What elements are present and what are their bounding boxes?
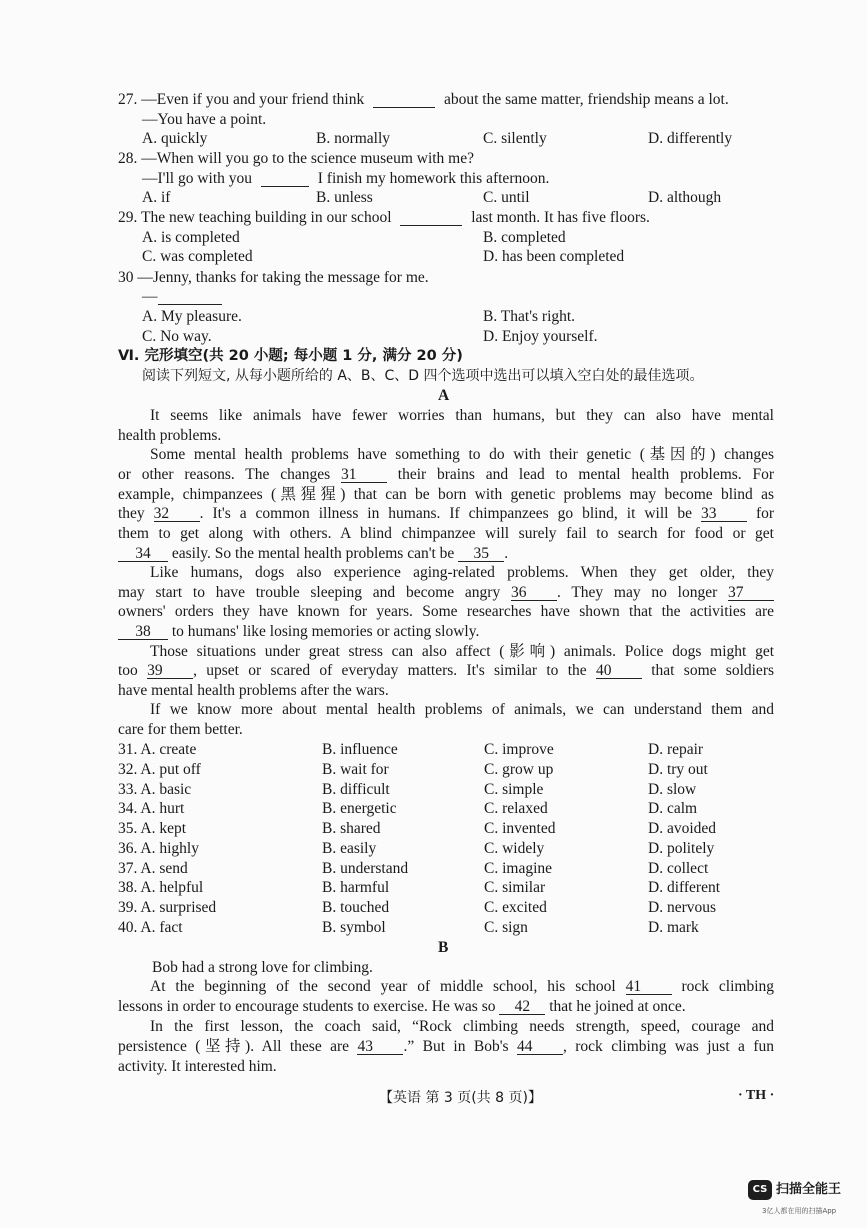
- passage-line: In the first lesson, the coach said, “Rock climbing needs strength, speed, courage and: [150, 1018, 774, 1035]
- option: D. different: [648, 879, 721, 897]
- passage-line: may start to have trouble sleeping and become angry 36 . They may no longer 37: [118, 583, 774, 603]
- numbered-blank: 35: [458, 546, 504, 562]
- answer-blank: [261, 171, 309, 187]
- option: D. collect: [648, 859, 709, 877]
- passage-line: 38 to humans' like losing memories or acting slowly.: [118, 622, 479, 642]
- option: B. That's right.: [483, 308, 576, 325]
- numbered-blank: 31: [341, 467, 387, 483]
- numbered-blank: 33: [701, 506, 747, 522]
- option: B. energetic: [322, 800, 397, 818]
- numbered-blank: 32: [154, 506, 200, 522]
- option-row-start: 35. A. kept: [118, 820, 187, 837]
- passage-line: Those situations under great stress can also affect (影响) animals. Police dogs might get: [150, 643, 774, 660]
- option: D. avoided: [648, 820, 717, 837]
- option-row-start: 31. A. create: [118, 741, 197, 758]
- option: B. influence: [322, 741, 398, 758]
- question-27-stem: 27. —Even if you and your friend think about the same matter, friendship means a lot.: [118, 91, 729, 108]
- numbered-blank: 39: [147, 663, 193, 679]
- option: B. wait for: [322, 760, 389, 778]
- question-28-stem: 28. —When will you go to the science museum with me?: [118, 150, 474, 167]
- option: C. silently: [483, 130, 547, 147]
- passage-line: At the beginning of the second year of middle school, his school 41 rock climbing: [150, 978, 775, 995]
- footer-code: · TH ·: [738, 1088, 775, 1103]
- option: D. nervous: [648, 899, 717, 916]
- option: B. symbol: [322, 918, 386, 936]
- passage-line: Some mental health problems have something to do with their genetic (基因的) changes: [150, 446, 774, 463]
- option: D. try out: [648, 760, 708, 778]
- passage-line: Like humans, dogs also experience aging-related problems. When they get older, they: [150, 564, 774, 581]
- option: C. widely: [484, 839, 545, 857]
- option-row-start: 33. A. basic: [118, 780, 192, 798]
- watermark-tagline: 3亿人都在用的扫描App: [762, 1207, 837, 1215]
- option: B. touched: [322, 899, 390, 916]
- section-instruction: 阅读下列短文, 从每小题所给的 A、B、C、D 四个选项中选出可以填入空白处的最佳选项。: [142, 368, 704, 384]
- numbered-blank: 34: [118, 546, 168, 562]
- option-row-start: 36. A. highly: [118, 839, 199, 857]
- question-27-reply: —You have a point.: [142, 111, 267, 128]
- option: D. Enjoy yourself.: [483, 328, 598, 345]
- option-row-start: 40. A. fact: [118, 918, 183, 936]
- numbered-blank: 41: [626, 979, 672, 995]
- passage-line: owners' orders they have known for years. Some researches have shown that the activities are: [118, 603, 774, 620]
- passage-line: or other reasons. The changes 31 their brains and lead to mental health problems. For: [118, 466, 775, 483]
- numbered-blank: 38: [118, 624, 168, 640]
- passage-line: health problems.: [118, 427, 222, 444]
- option: C. was completed: [142, 248, 253, 265]
- option: C. grow up: [484, 760, 554, 778]
- option: C. simple: [484, 780, 544, 798]
- option: A. is completed: [142, 229, 240, 246]
- passage-line: If we know more about mental health problems of animals, we can understand them and: [150, 701, 774, 718]
- question-29-stem: 29. The new teaching building in our school last month. It has five floors.: [118, 209, 650, 226]
- page-footer: 【英语 第 3 页(共 8 页)】: [379, 1090, 542, 1106]
- option: C. relaxed: [484, 800, 548, 818]
- passage-line: them to get along with others. A blind chimpanzee will surely fail to search for food or get: [118, 525, 774, 542]
- passage-line: too 39 , upset or scared of everyday matters. It's similar to the 40 that some soldiers: [118, 662, 775, 679]
- passage-label: B: [438, 939, 449, 956]
- numbered-blank: 42: [499, 999, 545, 1015]
- option: B. understand: [322, 859, 409, 877]
- option: D. slow: [648, 780, 697, 798]
- option: D. has been completed: [483, 248, 625, 265]
- passage-line: It seems like animals have fewer worries than humans, but they can also have mental: [150, 407, 774, 424]
- option: A. My pleasure.: [142, 308, 242, 325]
- option: B. harmful: [322, 879, 390, 897]
- option: C. similar: [484, 879, 546, 897]
- option: C. improve: [484, 741, 554, 758]
- answer-blank: [158, 289, 222, 305]
- passage-label: A: [438, 387, 450, 404]
- option: B. easily: [322, 839, 377, 857]
- option: B. completed: [483, 229, 566, 246]
- question-30-reply: —: [142, 287, 222, 307]
- option: D. politely: [648, 839, 715, 857]
- answer-blank: [400, 210, 462, 226]
- option: C. No way.: [142, 328, 212, 345]
- option: D. differently: [648, 130, 733, 147]
- question-30-stem: 30 —Jenny, thanks for taking the message for me.: [118, 269, 429, 286]
- numbered-blank: 44: [517, 1039, 563, 1055]
- passage-line: Bob had a strong love for climbing.: [152, 959, 373, 976]
- option: C. excited: [484, 899, 547, 916]
- section-heading: Ⅵ. 完形填空(共 20 小题; 每小题 1 分, 满分 20 分): [118, 348, 463, 364]
- option: D. repair: [648, 741, 704, 758]
- option: B. shared: [322, 820, 381, 837]
- numbered-blank: 37: [728, 585, 774, 601]
- passage-line: 34 easily. So the mental health problems can't be 35 .: [118, 544, 508, 564]
- option: C. imagine: [484, 859, 553, 877]
- option: B. unless: [316, 189, 373, 206]
- watermark-name: 扫描全能王: [776, 1182, 842, 1197]
- option: C. invented: [484, 820, 556, 837]
- numbered-blank: 36: [511, 585, 557, 601]
- passage-line: example, chimpanzees (黑猩猩) that can be born with genetic problems may become blind as: [118, 486, 774, 503]
- option: A. if: [142, 189, 171, 206]
- option-row-start: 39. A. surprised: [118, 899, 217, 916]
- option-row-start: 32. A. put off: [118, 760, 201, 778]
- option: B. normally: [316, 130, 391, 147]
- passage-line: care for them better.: [118, 721, 243, 738]
- option: D. although: [648, 189, 722, 206]
- option: B. difficult: [322, 780, 390, 798]
- option: D. calm: [648, 800, 698, 818]
- option-row-start: 38. A. helpful: [118, 879, 204, 897]
- passage-line: lessons in order to encourage students to exercise. He was so 42 that he joined at once.: [118, 998, 686, 1015]
- option: C. sign: [484, 918, 528, 936]
- passage-line: they 32 . It's a common illness in humans. If chimpanzees go blind, it will be 33 for: [118, 505, 775, 522]
- option-row-start: 34. A. hurt: [118, 800, 185, 818]
- passage-line: have mental health problems after the wars.: [118, 682, 389, 699]
- numbered-blank: 40: [596, 663, 642, 679]
- option: A. quickly: [142, 130, 208, 147]
- question-28-reply: —I'll go with you I finish my homework this afternoon.: [142, 170, 550, 187]
- camscanner-logo-icon: CS: [748, 1180, 772, 1200]
- option: C. until: [483, 189, 530, 206]
- passage-line: activity. It interested him.: [118, 1058, 277, 1075]
- option-row-start: 37. A. send: [118, 859, 188, 877]
- numbered-blank: 43: [357, 1039, 403, 1055]
- passage-line: persistence (坚持). All these are 43 .” But in Bob's 44 , rock climbing was just a fun: [118, 1038, 775, 1055]
- option: D. mark: [648, 918, 699, 936]
- answer-blank: [373, 92, 435, 108]
